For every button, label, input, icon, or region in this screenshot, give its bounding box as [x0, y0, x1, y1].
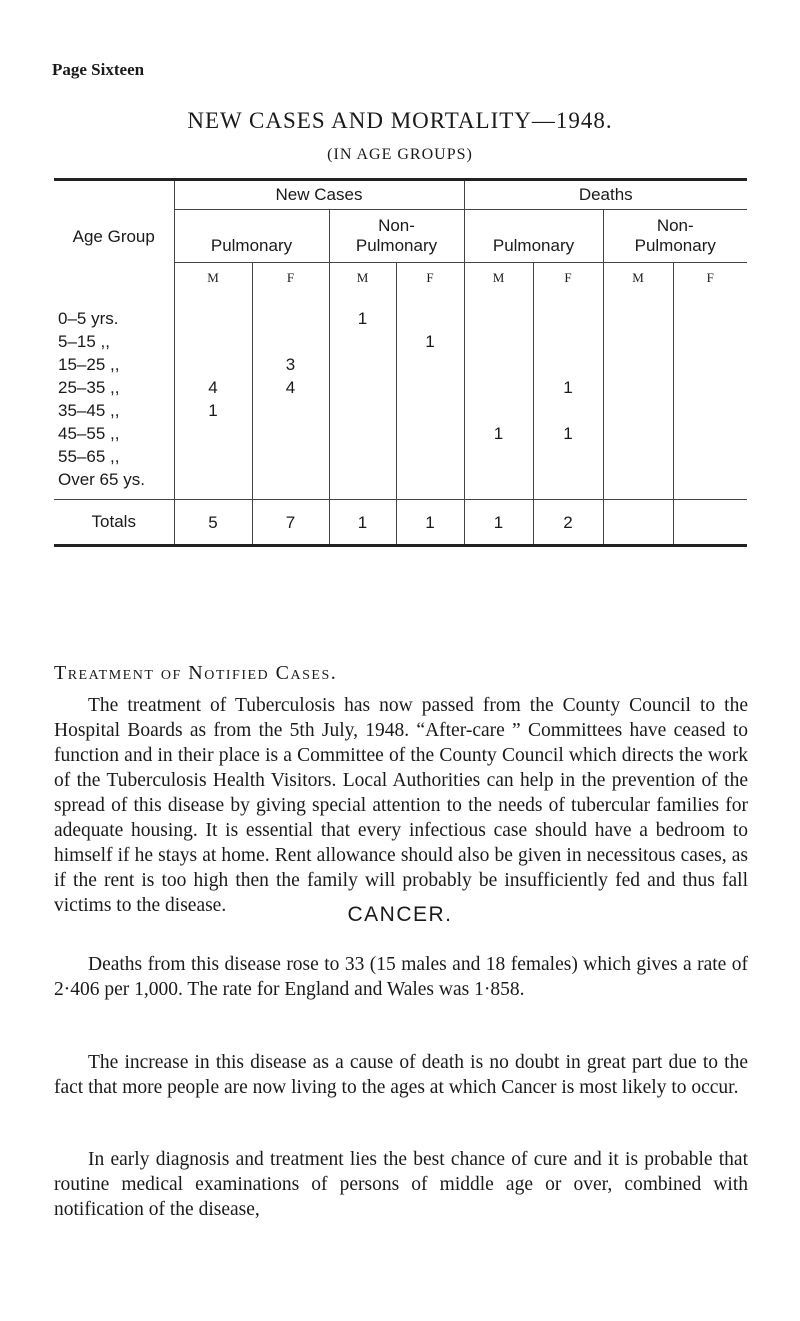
table-cell: 4 — [174, 376, 252, 399]
age-group-label: 25–35 ,, — [58, 378, 120, 397]
table-cell — [603, 293, 673, 330]
table-cell — [329, 353, 396, 376]
page-label: Page Sixteen — [52, 60, 145, 79]
page-subtitle: (IN AGE GROUPS) — [327, 146, 473, 163]
treatment-heading: Treatment of Notified Cases. — [54, 662, 338, 684]
table-row — [54, 376, 747, 399]
table-cell — [533, 293, 603, 330]
sex-female-header: F — [396, 263, 464, 294]
table-cell — [252, 293, 329, 330]
table-cell — [396, 468, 464, 500]
table-cell — [252, 330, 329, 353]
table-cell: 1 — [329, 500, 396, 546]
table-cell — [329, 468, 396, 500]
sex-male-header: M — [174, 263, 252, 294]
table-cell — [603, 399, 673, 422]
table-cell — [396, 353, 464, 376]
table-cell — [603, 500, 673, 546]
table-cell — [396, 293, 464, 330]
table-cell — [174, 293, 252, 330]
table-cell — [603, 445, 673, 468]
table-cell — [533, 353, 603, 376]
table-cell: 2 — [533, 500, 603, 546]
table-cell — [464, 353, 533, 376]
table-cell — [673, 422, 747, 445]
table-cell: 1 — [464, 422, 533, 445]
table-cell — [533, 468, 603, 500]
table-cell: 1 — [533, 376, 603, 399]
table-cell: 1 — [174, 399, 252, 422]
page-title: NEW CASES AND MORTALITY—1948. — [187, 108, 613, 133]
table-cell: 1 — [396, 500, 464, 546]
table-cell — [464, 330, 533, 353]
table-cell — [673, 399, 747, 422]
table-cell — [533, 330, 603, 353]
table-row — [54, 399, 747, 422]
table-cell — [174, 330, 252, 353]
table-cell — [174, 422, 252, 445]
table-cell — [533, 399, 603, 422]
table-cell — [464, 399, 533, 422]
table-cell — [603, 422, 673, 445]
cancer-paragraph-1: Deaths from this disease rose to 33 (15 males and 18 females) which gives a rate of 2·406 per 1,000. The rate for England and Wales was 1·858. — [54, 954, 748, 1000]
table-cell — [673, 330, 747, 353]
table-cell: 1 — [396, 330, 464, 353]
deaths-non-pulmonary-header: Non- Pulmonary — [603, 210, 747, 263]
table-cell — [603, 330, 673, 353]
deaths-pulmonary-header: Pulmonary — [464, 210, 603, 263]
table-cell — [396, 376, 464, 399]
table-cell — [603, 468, 673, 500]
totals-row — [54, 500, 747, 546]
sex-female-header: F — [533, 263, 603, 294]
table-row — [54, 445, 747, 468]
treatment-paragraph: The treatment of Tuberculosis has now passed from the County Council to the Hospital Boards as from the 5th July, 1948. “After-care ” Committees have ceased to function and in their place is a Committee of the County Council which directs the work of the Tuberculosis Health Visitors. Local Authorities can help in the prevention of the spread of this disease by giving special attention to the needs of tubercular families for adequate housing. It is essential that every infectious case should have a bedroom to himself if he stays at home. Rent allowance should also be given in necessitous cases, as if the rent is too high then the family will probably be insufficiently fed and thus fall victims to the disease. — [54, 695, 748, 916]
table-cell: 3 — [252, 353, 329, 376]
sex-female-header: F — [673, 263, 747, 294]
table-row — [54, 353, 747, 376]
table-cell — [396, 422, 464, 445]
sex-male-header: M — [603, 263, 673, 294]
table-cell — [329, 330, 396, 353]
table-cell: 1 — [329, 293, 396, 330]
new-pulmonary-header: Pulmonary — [174, 210, 329, 263]
table-cell — [252, 468, 329, 500]
new-non-pulmonary-header: Non- Pulmonary — [329, 210, 464, 263]
table-cell — [329, 399, 396, 422]
statistics-table — [54, 178, 747, 547]
new-cases-header: New Cases — [174, 180, 464, 210]
sex-male-header: M — [329, 263, 396, 294]
table-cell — [252, 399, 329, 422]
table-cell — [673, 445, 747, 468]
table-cell: 7 — [252, 500, 329, 546]
sex-male-header: M — [464, 263, 533, 294]
deaths-header: Deaths — [464, 180, 747, 210]
table-cell — [329, 376, 396, 399]
table-cell — [673, 293, 747, 330]
table-row — [54, 422, 747, 445]
table-cell — [464, 468, 533, 500]
table-cell — [252, 445, 329, 468]
age-group-label: 15–25 ,, — [58, 355, 120, 374]
table-row — [54, 293, 747, 330]
table-cell — [464, 293, 533, 330]
table-cell: 1 — [533, 422, 603, 445]
sex-female-header: F — [252, 263, 329, 294]
table-cell — [673, 353, 747, 376]
age-group-label: 55–65 ,, — [58, 447, 120, 466]
table-cell — [174, 353, 252, 376]
age-group-label: 5–15 ,, — [58, 332, 110, 351]
table-row — [54, 468, 747, 500]
table-cell — [396, 445, 464, 468]
totals-label: Totals — [54, 500, 174, 546]
table-cell: 5 — [174, 500, 252, 546]
table-cell — [603, 376, 673, 399]
table-cell — [603, 353, 673, 376]
cancer-heading: CANCER. — [347, 903, 453, 926]
table-cell — [464, 376, 533, 399]
table-cell — [673, 468, 747, 500]
table-cell — [673, 376, 747, 399]
age-group-label: 35–45 ,, — [58, 401, 120, 420]
table-cell — [464, 445, 533, 468]
table-cell: 1 — [464, 500, 533, 546]
age-group-label: 45–55 ,, — [58, 424, 120, 443]
table-cell — [329, 422, 396, 445]
table-cell — [329, 445, 396, 468]
table-row — [54, 330, 747, 353]
table-cell — [533, 445, 603, 468]
table-cell: 4 — [252, 376, 329, 399]
cancer-paragraph-2: The increase in this disease as a cause of death is no doubt in great part due to the fact that more people are now living to the ages at which Cancer is most likely to occur. — [54, 1052, 748, 1098]
table-cell — [252, 422, 329, 445]
table-cell — [174, 445, 252, 468]
table-cell — [174, 468, 252, 500]
table-cell — [673, 500, 747, 546]
table-body — [54, 293, 747, 500]
table-cell — [396, 399, 464, 422]
age-group-label: 0–5 yrs. — [58, 309, 119, 328]
cancer-paragraph-3: In early diagnosis and treatment lies the best chance of cure and it is probable that routine medical examinations of persons of middle age or over, combined with notification of the disease, — [54, 1149, 748, 1220]
age-group-label: Over 65 ys. — [58, 470, 145, 489]
age-group-header: Age Group — [54, 180, 174, 294]
